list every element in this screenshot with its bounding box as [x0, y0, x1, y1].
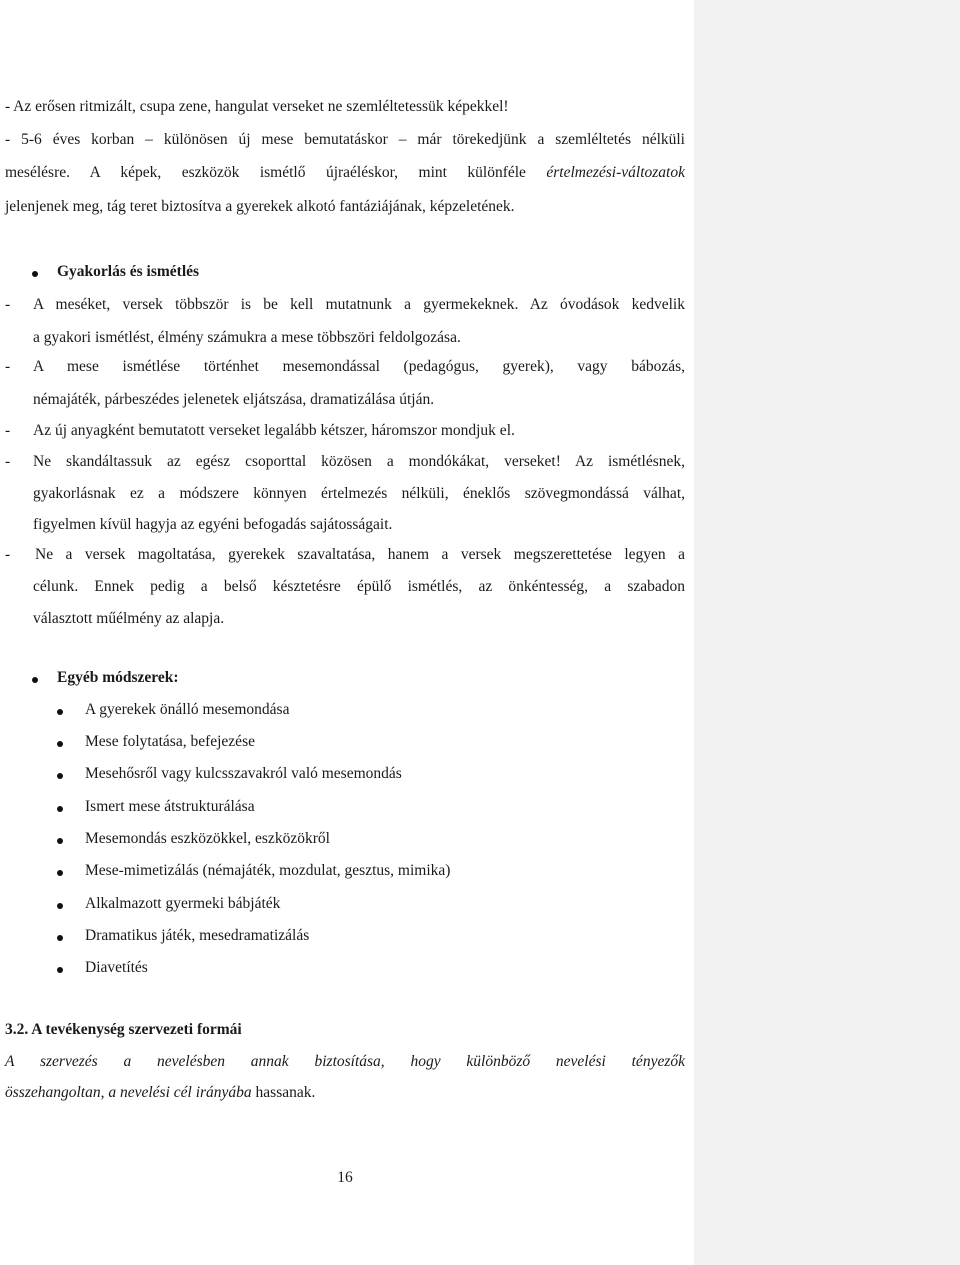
intro-line-1: - Az erősen ritmizált, csupa zene, hangulat verseket ne szemléltetessük képekkel! — [5, 98, 509, 115]
method-item: Alkalmazott gyermeki bábjáték — [85, 895, 281, 912]
section-line-2-italic: összehangoltan, a nevelési cél irányába — [5, 1084, 252, 1101]
bullet-icon — [57, 903, 63, 909]
method-item: A gyerekek önálló mesemondása — [85, 701, 290, 718]
bullet-icon — [57, 709, 63, 715]
page-number: 16 — [337, 1169, 353, 1186]
practice-p4-line-1: Ne skandáltassuk az egész csoporttal közösen a mondókákat, verseket! Az ismétlésnek, — [33, 453, 685, 470]
method-item: Ismert mese átstrukturálása — [85, 798, 255, 815]
section-heading: 3.2. A tevékenység szervezeti formái — [5, 1021, 242, 1038]
bullet-icon — [57, 870, 63, 876]
bullet-icon — [32, 677, 38, 683]
method-item: Mesehősről vagy kulcsszavakról való mesemondás — [85, 765, 402, 782]
practice-p3-dash: - — [5, 422, 11, 439]
practice-p5-dash: - — [5, 546, 11, 563]
practice-p2-dash: - — [5, 358, 11, 375]
practice-p4-dash: - — [5, 453, 11, 470]
practice-p3-line-1: Az új anyagként bemutatott verseket legalább kétszer, háromszor mondjuk el. — [33, 422, 515, 439]
section-line-2 — [5, 1084, 315, 1102]
method-item: Mese-mimetizálás (némajáték, mozdulat, gesztus, mimika) — [85, 862, 451, 879]
intro-line-3-text: mesélésre. A képek, eszközök ismétlő újraéléskor, mint különféle — [5, 164, 547, 181]
section-line-2-text: hassanak. — [251, 1084, 316, 1101]
practice-p5-line-1: Ne a versek magoltatása, gyerekek szavaltatása, hanem a versek megszerettetése legyen a — [35, 546, 685, 563]
bullet-icon — [57, 967, 63, 973]
bullet-icon — [32, 271, 38, 277]
practice-p1-line-1: A meséket, versek többször is be kell mutatnunk a gyermekeknek. Az óvodások kedvelik — [33, 296, 685, 313]
intro-line-3-italic: értelmezési-változatok — [546, 164, 685, 181]
practice-heading: Gyakorlás és ismétlés — [57, 263, 200, 280]
practice-p4-line-2: gyakorlásnak ez a módszere könnyen értelmezés nélküli, éneklős szövegmondássá válhat, — [33, 485, 685, 502]
method-item: Dramatikus játék, mesedramatizálás — [85, 927, 310, 944]
intro-line-2: - 5-6 éves korban – különösen új mese bemutatáskor – már törekedjünk a szemléltetés nélküli — [5, 131, 685, 148]
method-item: Diavetítés — [85, 959, 148, 976]
practice-p1-line-2: a gyakori ismétlést, élmény számukra a mese többszöri feldolgozása. — [33, 329, 461, 346]
method-item: Mese folytatása, befejezése — [85, 733, 255, 750]
bullet-icon — [57, 741, 63, 747]
practice-p4-line-3: figyelmen kívül hagyja az egyéni befogadás sajátosságait. — [33, 516, 393, 533]
practice-p5-line-2: célunk. Ennek pedig a belső késztetésre épülő ismétlés, az önkéntesség, a szabadon — [33, 578, 685, 595]
intro-line-4: jelenjenek meg, tág teret biztosítva a gyerekek alkotó fantáziájának, képzeletének. — [5, 198, 515, 215]
practice-p2-line-1: A mese ismétlése történhet mesemondással (pedagógus, gyerek), vagy bábozás, — [33, 358, 685, 375]
practice-p1-dash: - — [5, 296, 11, 313]
bullet-icon — [57, 773, 63, 779]
section-line-1: A szervezés a nevelésben annak biztosítása, hogy különböző nevelési tényezők — [5, 1053, 685, 1070]
bullet-icon — [57, 806, 63, 812]
bullet-icon — [57, 935, 63, 941]
comment-margin-pane — [694, 0, 960, 1265]
intro-line-3 — [5, 164, 685, 182]
other-methods-heading: Egyéb módszerek: — [57, 669, 179, 686]
practice-p5-line-3: választott műélmény az alapja. — [33, 610, 225, 627]
bullet-icon — [57, 838, 63, 844]
practice-p2-line-2: némajáték, párbeszédes jelenetek eljátszása, dramatizálása útján. — [33, 391, 435, 408]
method-item: Mesemondás eszközökkel, eszközökről — [85, 830, 330, 847]
